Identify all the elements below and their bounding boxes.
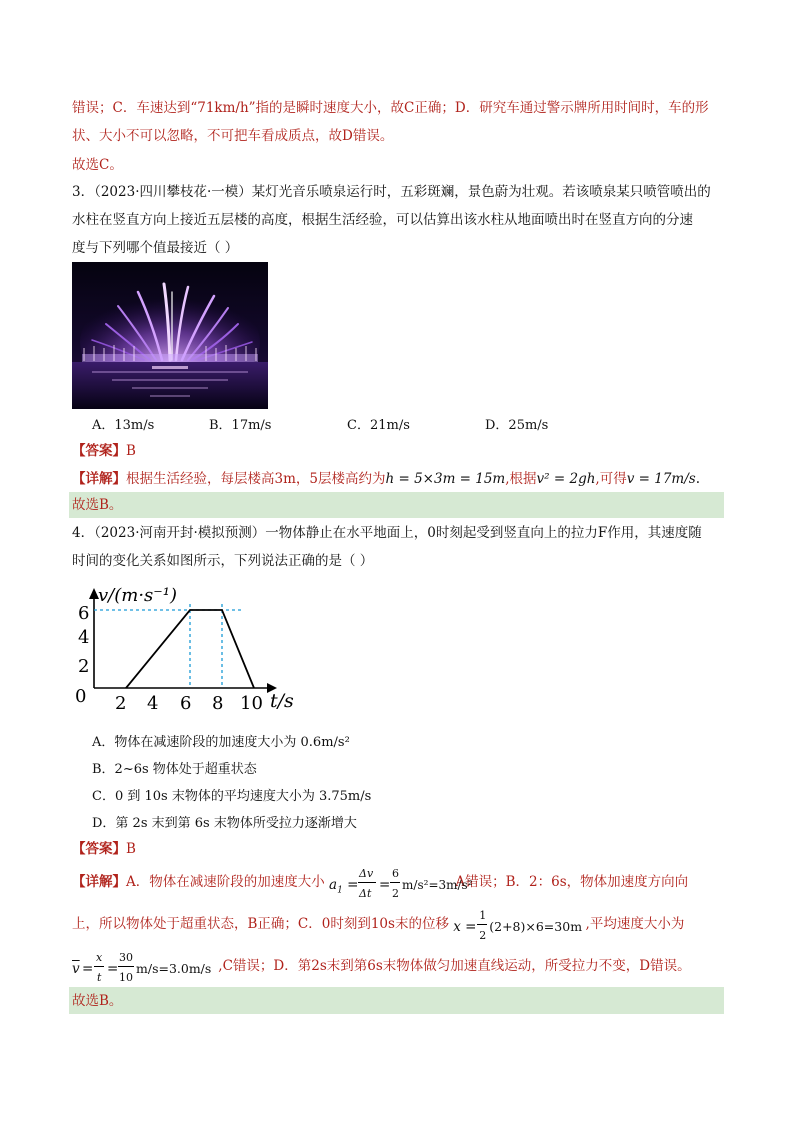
q2-explanation-line2: 状、大小不可以忽略，不可把车看成质点，故D错误。 xyxy=(72,128,394,144)
q4-option-a: A．物体在减速阶段的加速度大小为 0.6m/s² xyxy=(92,735,350,750)
detail-tag: 【详解】 xyxy=(72,874,126,890)
q3-choice-band xyxy=(69,492,724,518)
detail-text: 根据生活经验，每层楼高3m，5层楼高约为 xyxy=(126,471,386,487)
q4-choice-band xyxy=(69,987,724,1014)
q4-answer xyxy=(72,839,136,859)
y-tick-2: 2 xyxy=(78,656,90,677)
detail-mid: ,根据 xyxy=(505,471,537,487)
q2-explanation-line1: 错误；C．车速达到“71km/h”指的是瞬时速度大小，故C正确；D．研究车通过警示牌所用时间时，车的形 xyxy=(72,100,709,116)
q4-detail-line2 xyxy=(72,908,685,942)
detail-tag: 【详解】 xyxy=(72,471,126,487)
q2-choice: 故选C。 xyxy=(72,157,123,173)
q3-option-c: C．21m/s xyxy=(347,418,410,433)
detail-math-height: h = 5×3m = 15m xyxy=(385,471,506,487)
detail-text-d: ,平均速度大小为 xyxy=(585,916,685,932)
detail-text-e: ,C错误；D．第2s末到第6s末物体做匀加速直线运动，所受拉力不变，D错误。 xyxy=(218,958,691,974)
q3-detail xyxy=(72,469,700,489)
displacement-formula: x = 1 2 (2+8)×6=30m xyxy=(453,908,583,942)
y-tick-6: 6 xyxy=(78,603,90,624)
average-velocity-formula: $\overline{v}$ = x t = 30 10 m/s=3.0m/s xyxy=(72,950,212,984)
q3-option-a: A．13m/s xyxy=(92,418,155,433)
y-axis-label: v/(m·s⁻¹) xyxy=(98,585,178,606)
q3-option-d: D．25m/s xyxy=(485,418,549,433)
fountain-photo xyxy=(72,262,268,409)
y-tick-0: 0 xyxy=(75,686,87,707)
q4-option-b: B．2~6s 物体处于超重状态 xyxy=(92,762,257,777)
velocity-time-graph xyxy=(72,585,312,715)
detail-mid2: ,可得 xyxy=(595,471,627,487)
q4-stem-line1: 4．（2023·河南开封·模拟预测）一物体静止在水平地面上，0时刻起受到竖直向上的拉力F作用，其速度随 xyxy=(72,525,702,541)
q3-option-b: B．17m/s xyxy=(209,418,272,433)
x-tick-2: 2 xyxy=(115,693,127,714)
q3-stem-line1: 3．（2023·四川攀枝花·一模）某灯光音乐喷泉运行时，五彩斑斓，景色蔚为壮观。若该喷泉某只喷管喷出的 xyxy=(72,184,711,200)
q3-stem-line3: 度与下列哪个值最接近（ ） xyxy=(72,240,239,256)
answer-value: B xyxy=(126,443,136,459)
y-tick-4: 4 xyxy=(78,627,90,648)
x-tick-4: 4 xyxy=(147,693,159,714)
detail-end: . xyxy=(695,471,700,487)
x-tick-6: 6 xyxy=(180,693,192,714)
q3-answer xyxy=(72,441,136,461)
q4-detail-line1 xyxy=(72,866,689,900)
detail-text-c: 上，所以物体处于超重状态，B正确；C．0时刻到10s末的位移 xyxy=(72,916,449,932)
q3-stem-line2: 水柱在竖直方向上接近五层楼的高度，根据生活经验，可以估算出该水柱从地面喷出时在竖直方向的分速 xyxy=(72,212,693,228)
q4-option-d: D．第 2s 末到第 6s 末物体所受拉力逐渐增大 xyxy=(92,816,357,831)
detail-math-result: v = 17m/s xyxy=(626,471,696,487)
q4-option-c: C．0 到 10s 末物体的平均速度大小为 3.75m/s xyxy=(92,789,372,804)
q3-choice: 故选B。 xyxy=(72,497,123,513)
x-tick-10: 10 xyxy=(240,693,263,714)
detail-text-b: A错误；B．2：6s，物体加速度方向向 xyxy=(455,874,689,890)
answer-value: B xyxy=(126,841,136,857)
x-axis-label: t/s xyxy=(270,690,294,712)
detail-math-formula: v² = 2gh xyxy=(536,471,596,487)
detail-text-a: A．物体在减速阶段的加速度大小 xyxy=(126,874,325,890)
q4-choice: 故选B。 xyxy=(72,993,123,1009)
answer-tag: 【答案】 xyxy=(72,841,126,857)
answer-tag: 【答案】 xyxy=(72,443,126,459)
q4-detail-line3 xyxy=(72,950,691,984)
q4-stem-line2: 时间的变化关系如图所示，下列说法正确的是（ ） xyxy=(72,553,374,569)
x-tick-8: 8 xyxy=(212,693,224,714)
accel-formula: $a_1$ = Δv Δt = 6 2 m/s²=3m/s² xyxy=(329,866,473,900)
